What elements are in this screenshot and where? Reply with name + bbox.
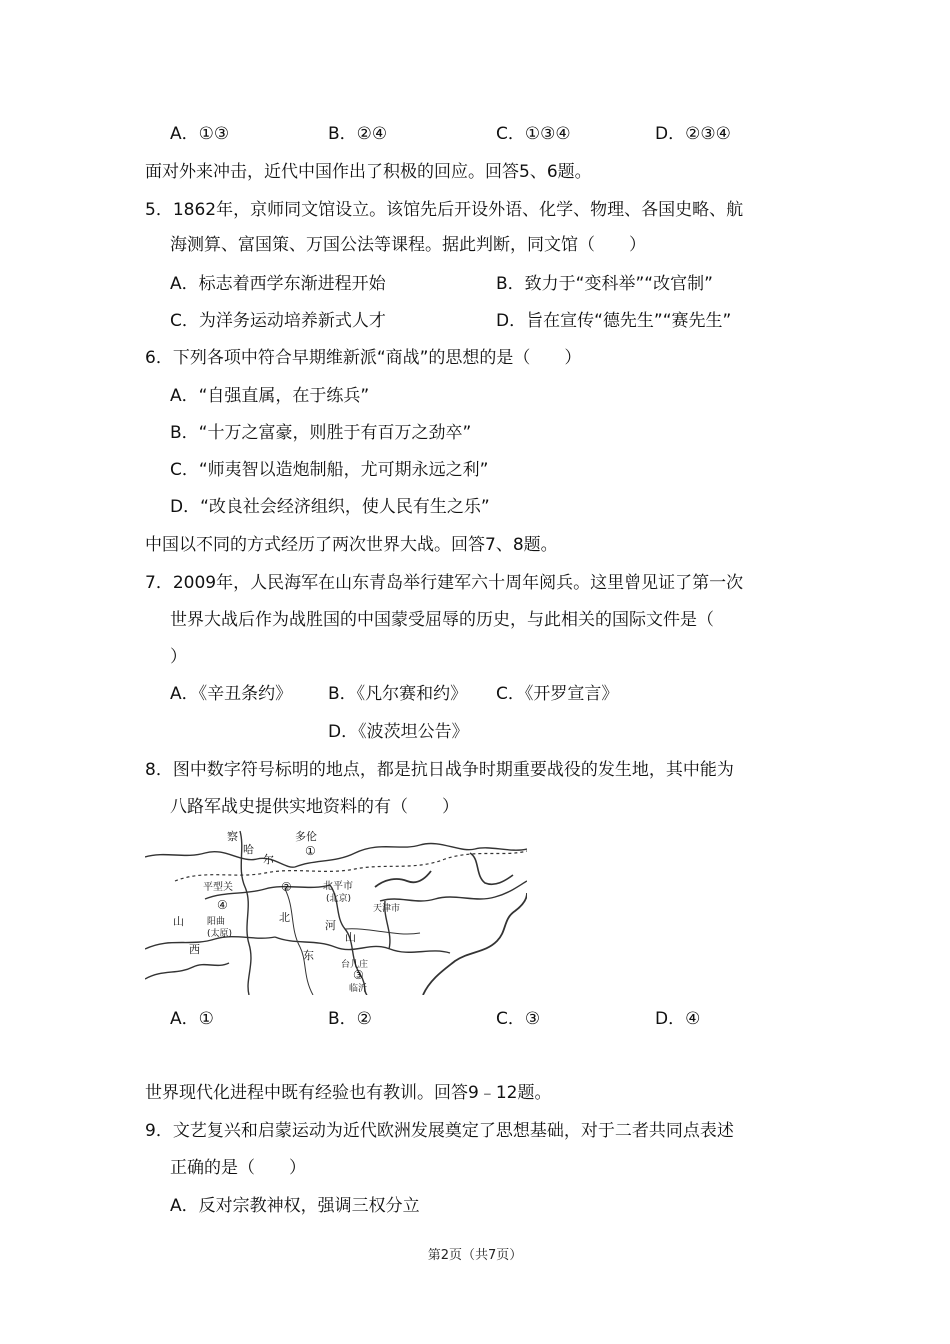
q4-option-c: C．①③④: [496, 124, 571, 144]
map-label: 尔: [263, 853, 274, 866]
q9-option-a: A．反对宗教神权，强调三权分立: [170, 1196, 420, 1216]
map-label: 临沂: [349, 984, 368, 994]
q6-option-b: B．“十万之富豪，则胜于有百万之劲卒”: [170, 423, 472, 443]
q7-stem-line1: 7．2009年，人民海军在山东青岛举行建军六十周年阅兵。这里曾见证了第一次: [145, 573, 744, 593]
q7-stem-line2: 世界大战后作为战胜国的中国蒙受屈辱的历史，与此相关的国际文件是（: [170, 610, 714, 630]
q7-option-a: A．《辛丑条约》: [170, 684, 293, 704]
q5-option-c: C．为洋务运动培养新式人才: [170, 311, 386, 331]
intro-q5-q6: 面对外来冲击，近代中国作出了积极的回应。回答5、6题。: [145, 162, 592, 182]
map-label: 山: [173, 915, 184, 928]
q7-stem-line3: ）: [170, 647, 187, 667]
map-coastline: [423, 893, 527, 995]
q8-option-b: B．②: [328, 1009, 372, 1029]
map-label: 东: [303, 949, 314, 962]
map-label: 河: [325, 919, 336, 932]
page-footer: 第2页（共7页）: [427, 1248, 523, 1263]
map-label: 西: [189, 943, 200, 956]
q9-stem-line1: 9．文艺复兴和启蒙运动为近代欧洲发展奠定了思想基础，对于二者共同点表述: [145, 1121, 734, 1141]
q4-option-b: B．②④: [328, 124, 388, 144]
map-border-line: [380, 881, 527, 901]
q6-option-a: A．“自强直属，在于练兵”: [170, 386, 370, 406]
map-label: 阳曲: [207, 917, 226, 927]
q5-option-d: D．旨在宣传“德先生”“赛先生”: [496, 311, 732, 331]
map-border-line: [145, 963, 229, 979]
map-label: (北京): [326, 894, 352, 904]
q4-option-a: A．①③: [170, 124, 230, 144]
north-china-battle-map: [145, 829, 527, 995]
map-label: 察: [227, 830, 238, 843]
q5-option-b: B．致力于“变科举”“改官制”: [496, 274, 713, 294]
q5-stem-line1: 5．1862年，京师同文馆设立。该馆先后开设外语、化学、物理、各国史略、航: [145, 200, 744, 220]
map-coastline: [375, 871, 431, 887]
map-river: [345, 929, 420, 934]
map-label: 北平市: [323, 881, 353, 892]
q8-option-a: A．①: [170, 1009, 214, 1029]
intro-q7-q8: 中国以不同的方式经历了两次世界大战。回答7、8题。: [145, 535, 558, 555]
q7-option-c: C．《开罗宣言》: [496, 684, 619, 704]
map-marker-4: ④: [217, 898, 228, 912]
map-border-line: [295, 843, 527, 867]
q5-option-a: A．标志着西学东渐进程开始: [170, 274, 386, 294]
map-label: 台儿庄: [341, 960, 369, 970]
q8-stem-line2: 八路军战史提供实地资料的有（ ）: [170, 797, 459, 817]
map-marker-3: ③: [353, 968, 364, 982]
map-label: 山: [345, 931, 356, 944]
q8-option-d: D．④: [655, 1009, 701, 1029]
q7-option-b: B．《凡尔赛和约》: [328, 684, 468, 704]
q8-option-c: C．③: [496, 1009, 541, 1029]
q6-stem: 6．下列各项中符合早期维新派“商战”的思想的是（ ）: [145, 348, 582, 368]
map-marker-2: ②: [281, 880, 292, 894]
q4-option-d: D．②③④: [655, 124, 731, 144]
map-label: 北: [279, 911, 290, 924]
q9-stem-line2: 正确的是（ ）: [170, 1158, 306, 1178]
map-coastline: [470, 853, 513, 884]
intro-q9-q12: 世界现代化进程中既有经验也有教训。回答9﹣12题。: [145, 1083, 552, 1103]
q5-stem-line2: 海测算、富国策、万国公法等课程。据此判断，同文馆（ ）: [170, 235, 646, 255]
map-label: 天津市: [373, 904, 401, 914]
q6-option-d: D．“改良社会经济组织，使人民有生之乐”: [170, 497, 490, 517]
map-label: 哈: [243, 843, 254, 856]
map-label: (太原): [207, 929, 233, 939]
q6-option-c: C．“师夷智以造炮制船，尤可期永远之利”: [170, 460, 489, 480]
q7-option-d: D．《波茨坦公告》: [328, 722, 469, 742]
map-label: 多伦: [295, 830, 317, 843]
map-label: 平型关: [203, 882, 233, 893]
q8-stem-line1: 8．图中数字符号标明的地点，都是抗日战争时期重要战役的发生地，其中能为: [145, 760, 734, 780]
map-marker-1: ①: [305, 844, 316, 858]
